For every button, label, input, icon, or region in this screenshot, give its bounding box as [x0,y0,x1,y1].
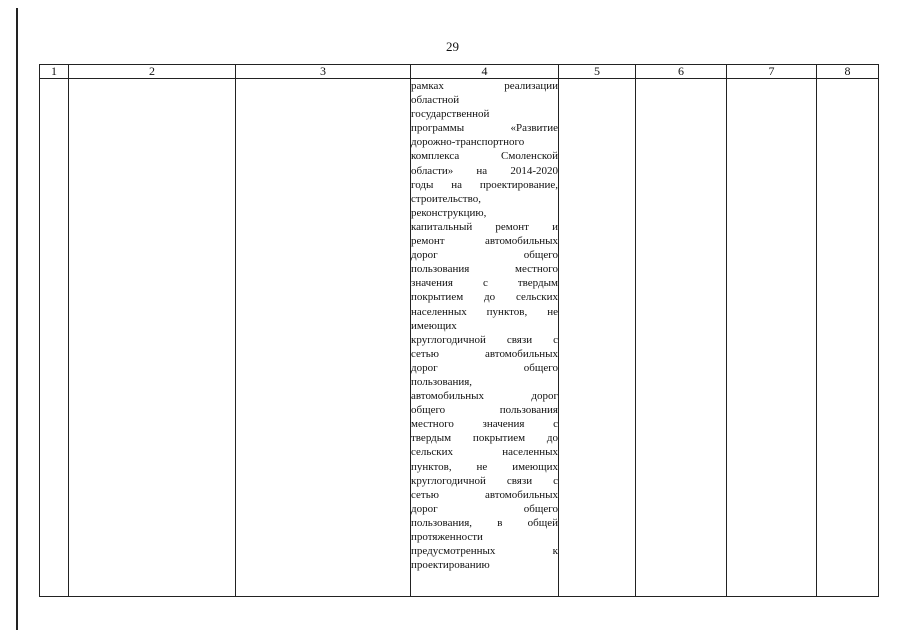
text-line: значения с твердым [411,277,558,290]
text-line: областной [411,94,460,107]
document-table [39,64,879,597]
text-line: рамках реализации [411,80,558,92]
text-line: сетью автомобильных [411,347,558,360]
text-line: протяженности [411,531,483,543]
text-line: пользования, [411,375,473,388]
column-header-3: 3 [236,65,411,79]
text-line: круглогодичной связи с [411,333,558,346]
text-line: дорог общего [411,502,558,515]
text-line: автомобильных дорог [411,390,558,403]
cell-col-3 [236,79,411,597]
header-row [40,65,879,79]
text-line: государственной [411,108,490,121]
column-header-7: 7 [727,65,817,79]
text-line: сетью автомобильных [411,488,558,501]
column-header-2: 2 [69,65,236,79]
text-line: общего пользования [411,404,558,417]
column-header-6: 6 [636,65,727,79]
text-line: области» на 2014-2020 [411,164,558,177]
text-line: проектированию [411,559,490,572]
text-line: твердым покрытием до [411,432,558,445]
column-header-5: 5 [559,65,636,79]
table-row [40,79,879,597]
text-line: покрытием до сельских [411,291,558,304]
cell-col-6 [636,79,727,597]
text-line: круглогодичной связи с [411,474,558,487]
page-number: 29 [446,39,459,54]
text-line: дорог общего [411,361,558,374]
text-line: капитальный ремонт и [411,220,558,233]
text-line: пользования, в общей [411,516,558,529]
text-line: имеющих [411,319,457,332]
cell-col-2 [69,79,236,597]
text-line: пользования местного [411,263,558,276]
text-line: реконструкцию, [411,206,487,219]
cell-col-1 [40,79,69,597]
text-line: предусмотренных к [411,545,558,558]
binding-line [16,8,18,630]
cell-col-4-text [411,79,558,572]
text-line: пунктов, не имеющих [411,460,558,473]
text-line: программы «Развитие [411,122,558,135]
text-line: сельских населенных [411,446,558,459]
text-line: местного значения с [411,418,558,431]
column-header-4: 4 [411,65,559,79]
cell-col-8 [817,79,879,597]
text-line: ремонт автомобильных [411,235,558,248]
column-header-8: 8 [817,65,879,79]
text-line: дорожно-транспортного [411,136,525,149]
text-line: комплекса Смоленской [411,150,558,163]
text-line: населенных пунктов, не [411,305,558,318]
text-line: годы на проектирование, [411,178,558,191]
cell-col-7 [727,79,817,597]
text-line: дорог общего [411,249,558,262]
text-line: строительство, [411,192,481,205]
cell-col-5 [559,79,636,597]
column-header-1: 1 [40,65,69,79]
cell-col-4 [411,79,559,597]
